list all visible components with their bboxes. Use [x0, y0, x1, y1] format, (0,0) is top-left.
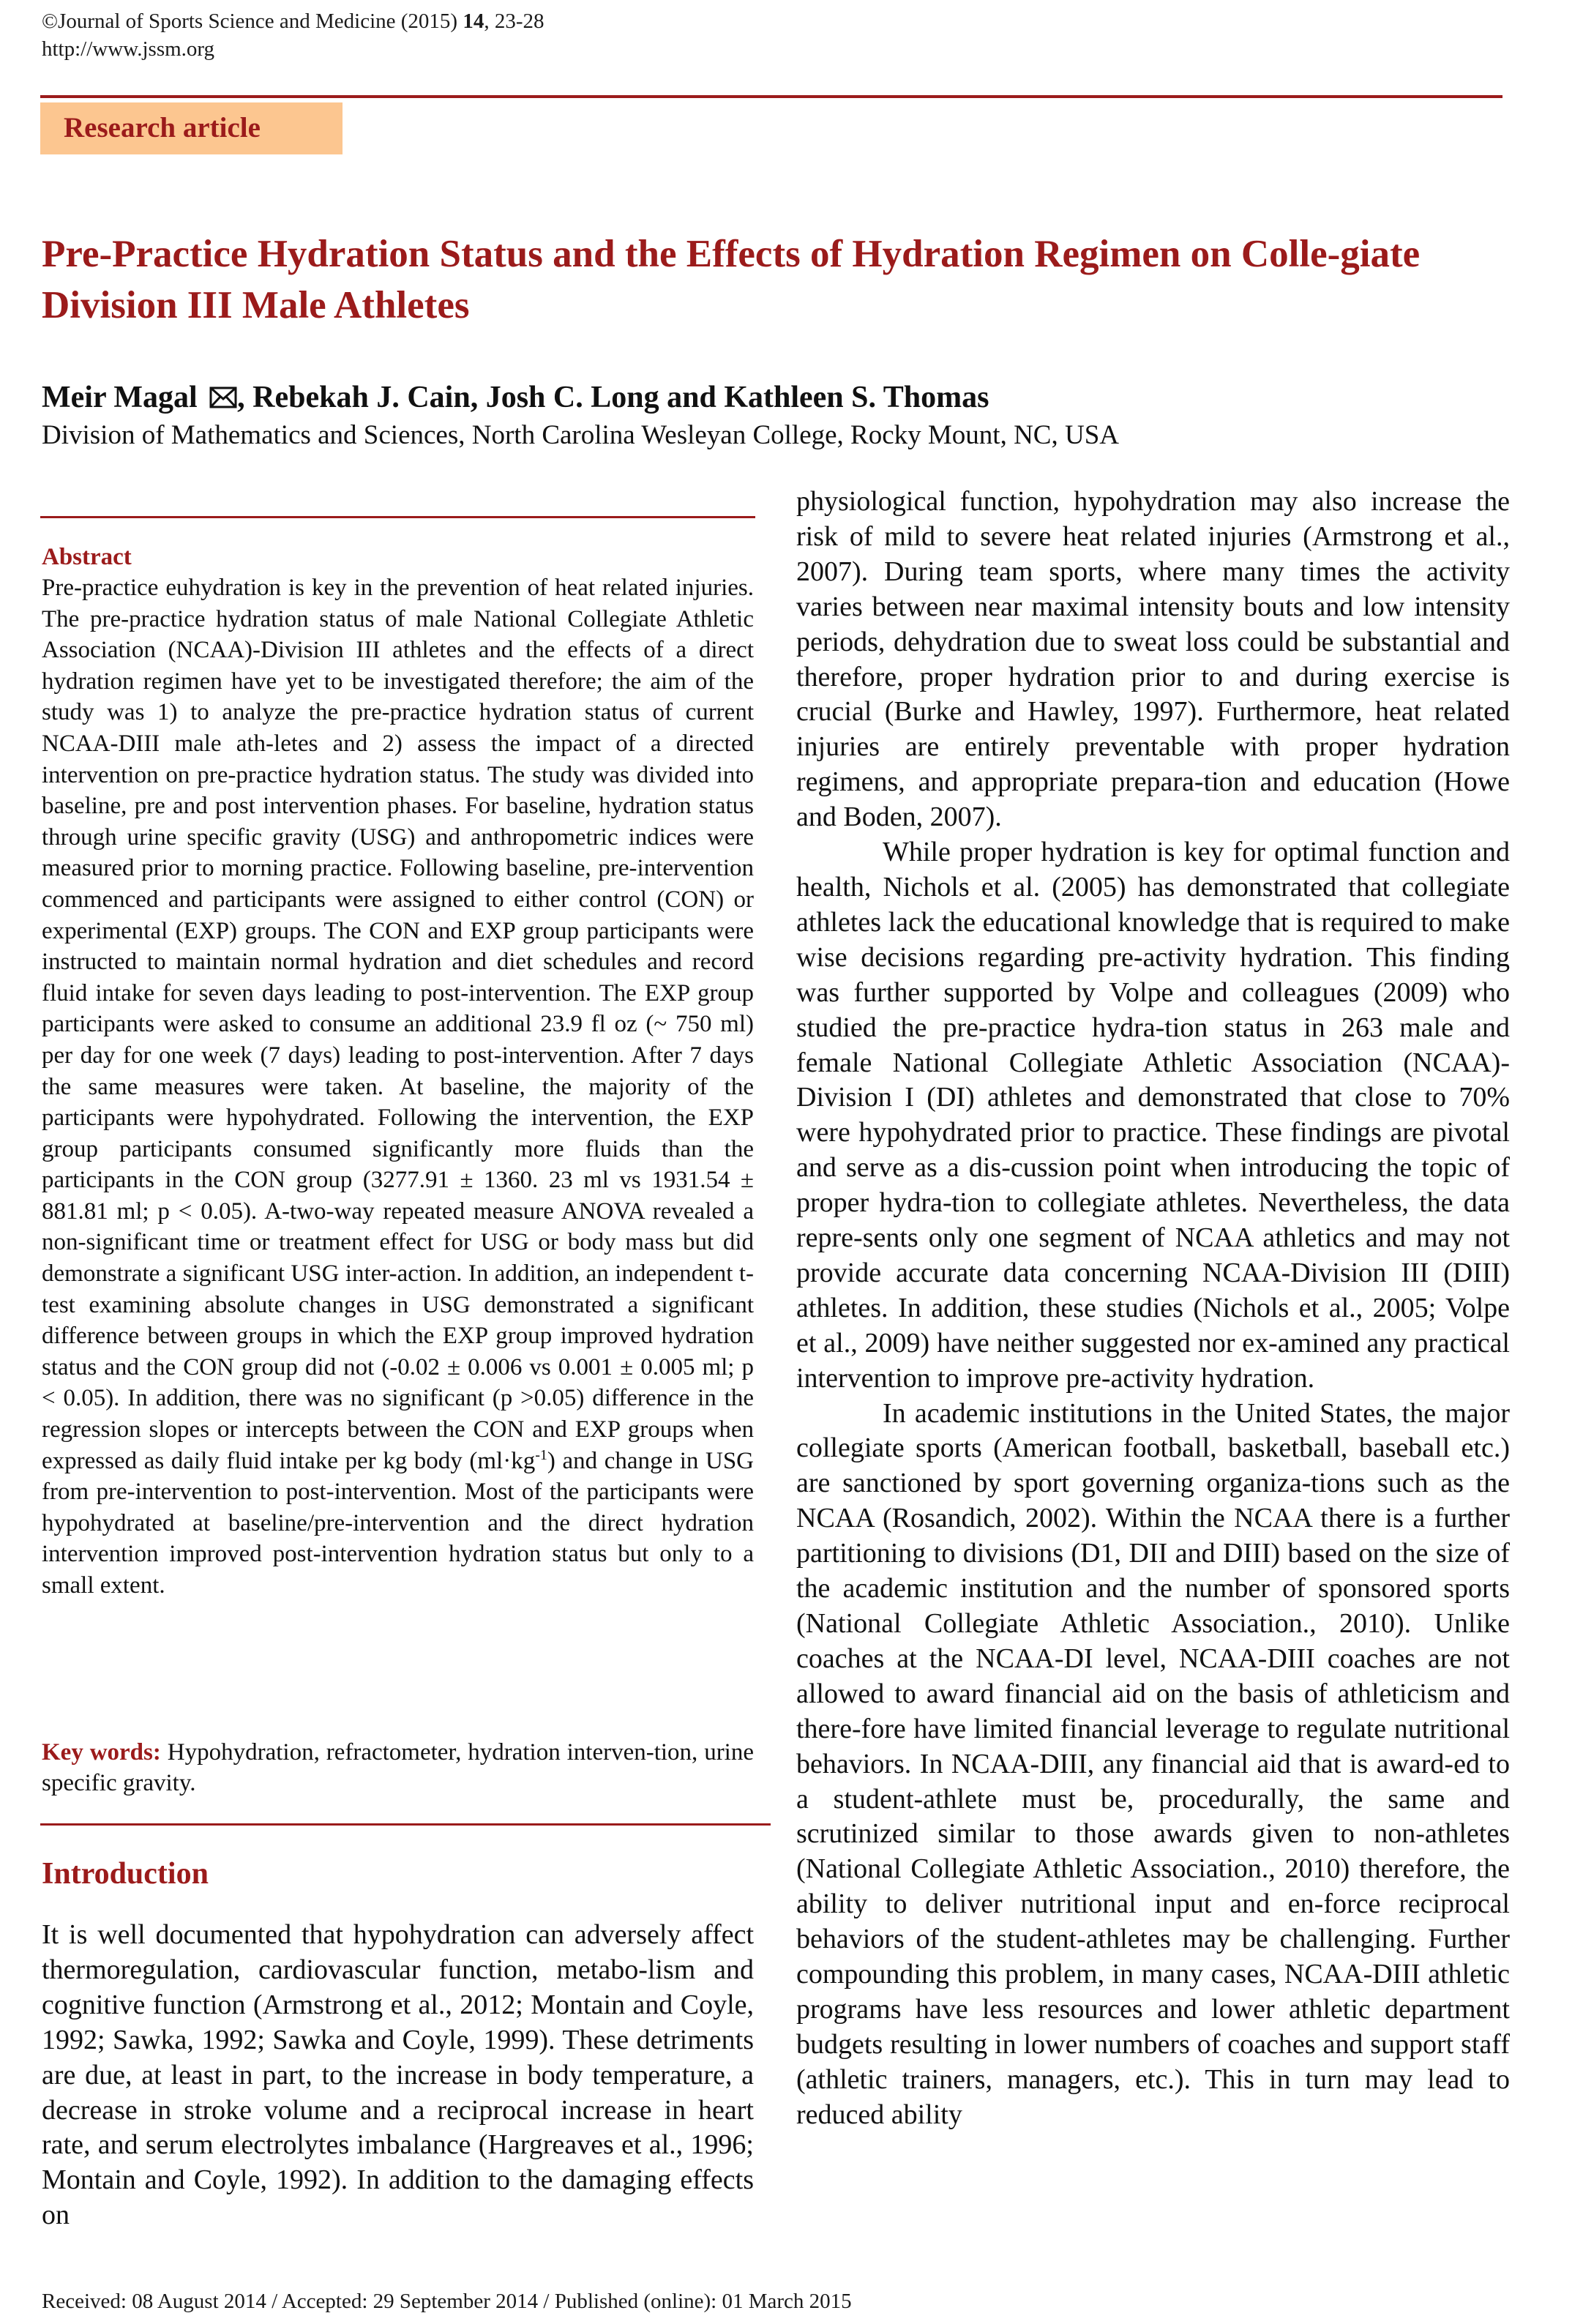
journal-name: ©Journal of Sports Science and Medicine (2015) [42, 10, 463, 33]
header-rule [40, 95, 1502, 98]
article-type-badge [40, 102, 343, 154]
introduction-paragraph-1-continued: physiological function, hypohydration may also increase the risk of mild to severe heat related injuries (Armstrong et al., 2007). During team sports, where many times the activity varies between near maximal intensity bouts and low intensity periods, dehydration due to sweat loss could be substantial and therefore, proper hydration prior to and during exercise is crucial (Burke and Hawley, 1997). Furthermore, heat related injuries are entirely preventable with proper hydration regimens, and appropriate prepara-tion and education (Howe and Boden, 2007). [796, 486, 1510, 833]
abstract-top-rule [40, 516, 755, 518]
abstract-text-1: Pre-practice euhydration is key in the prevention of heat related injuries. The pre-practice hydration status of male National Collegiate Athletic Association (NCAA)-Division III athletes and the effects of a direct hydration regimen have yet to be investigated therefore; the aim of the study was 1) to analyze the pre-practice hydration status of current NCAA-DIII male ath-letes and 2) assess the impact of a directed intervention on pre-practice hydration status. The study was divided into baseline, pre and post intervention phases. For baseline, hydration status through urine specific gravity (USG) and anthropometric indices were measured prior to morning practice. Following baseline, pre-intervention commenced and participants were assigned to either control (CON) or experimental (EXP) groups. The CON and EXP group participants were instructed to maintain normal hydration and diet schedules and record fluid intake for seven days leading to post-intervention. The EXP group participants were asked to consume an additional 23.9 fl oz (~ 750 ml) per day for one week (7 days) leading to post-intervention. After 7 days the same measures were taken. At baseline, the majority of the participants were hypohydrated. Following the intervention, the EXP group participants consumed significantly more fluids than the participants in the CON group (3277.91 ± 1360. 23 ml vs 1931.54 ± 881.81 ml; p < 0.05). A-two-way repeated measure ANOVA revealed a non-significant time or treatment effect for USG or body mass but did demonstrate a significant USG inter-action. In addition, an independent t-test examining absolute changes in USG demonstrated a significant difference between groups in which the EXP group improved hydration status and the CON group did not (-0.02 ± 0.006 vs 0.001 ± 0.005 ml; p < 0.05). In addition, there was no significant (p >0.05) difference in the regression slopes or intercepts between the CON and EXP groups when expressed as daily fluid intake per kg body (ml·kg [42, 575, 754, 1474]
introduction-paragraph-3: In academic institutions in the United States, the major collegiate sports (American football, basketball, baseball etc.) are sanctioned by sport governing organiza-tions such as the NCAA (Rosandich, 2002). Within the NCAA there is a further partitioning to divisions (D1, DII and DIII) based on the size of the academic institution and the number of sponsored sports (National Collegiate Athletic Association., 2010). Unlike coaches at the NCAA-DI level, NCAA-DIII coaches are not allowed to award financial aid on the basis of athleticism and there-fore have limited financial leverage to regulate nutritional behaviors. In NCAA-DIII, any financial aid that is award-ed to a student-athlete must be, procedurally, the same and scrutinized similar to those awards given to non-athletes (National Collegiate Athletic Association., 2010) therefore, the ability to deliver nutritional input and en-force reciprocal behaviors of the student-athletes may be challenging. Further compounding this problem, in many cases, NCAA-DIII athletic programs have less resources and lower athletic department budgets resulting in lower numbers of coaches and support staff (athletic trainers, managers, etc.). This in turn may lead to reduced ability [796, 1397, 1510, 2130]
abstract-heading: Abstract [42, 544, 132, 570]
publication-dates: Received: 08 August 2014 / Accepted: 29 September 2014 / Published (online): 01 March 2015 [42, 2290, 852, 2313]
keywords-label: Key words: [42, 1739, 161, 1766]
introduction-paragraph-2: While proper hydration is key for optimal function and health, Nichols et al. (2005) has demonstrated that collegiate athletes lack the educational knowledge that is required to make wise decisions regarding pre-activity hydration. This finding was further supported by Volpe and colleagues (2009) who studied the pre-practice hydra-tion status in 263 male and female National Collegiate Athletic Association (NCAA)-Division I (DI) athletes and demonstrated that close to 70% were hypohydrated prior to practice. These findings are pivotal and serve as a dis-cussion point when introducing the topic of proper hydra-tion to collegiate athletes. Nevertheless, the data repre-sents only one segment of NCAA athletics and may not provide accurate data concerning NCAA-Division III (DIII) athletes. In addition, these studies (Nichols et al., 2005; Volpe et al., 2009) have neither suggested nor ex-amined any practical intervention to improve pre-activity hydration. [796, 837, 1510, 1394]
keywords [42, 1737, 754, 1798]
keywords-text: Hypohydration, refractometer, hydration interven-tion, urine specific gravity. [42, 1739, 754, 1796]
introduction-heading: Introduction [42, 1857, 209, 1891]
abstract-superscript: -1 [535, 1446, 547, 1463]
abstract-bottom-rule [40, 1823, 771, 1826]
journal-pages: , 23-28 [484, 10, 544, 33]
co-authors: , Rebekah J. Cain, Josh C. Long and Kathleen S. Thomas [237, 381, 989, 414]
corresponding-author: Meir Magal [42, 381, 198, 414]
envelope-icon[interactable] [209, 386, 237, 408]
abstract-body [42, 572, 754, 1602]
journal-citation [42, 7, 544, 35]
article-title: Pre-Practice Hydration Status and the Effects of Hydration Regimen on Colle-giate Division III Male Athletes [42, 233, 1421, 326]
introduction-paragraph-1: It is well documented that hypohydration can adversely affect thermoregulation, cardiovascular function, metabo-lism and cognitive function (Armstrong et al., 2012; Montain and Coyle, 1992; Sawka, 1992; Sawka and Coyle, 1999). These detriments are due, at least in part, to the increase in body temperature, a decrease in stroke volume and a reciprocal increase in heart rate, and serum electrolytes imbalance (Hargreaves et al., 1996; Montain and Coyle, 1992). In addition to the damaging effects on [42, 1919, 754, 2231]
journal-volume: 14 [463, 10, 484, 33]
journal-url[interactable]: http://www.jssm.org [42, 37, 215, 61]
abstract-text-2: ) and change in USG from pre-intervention to post-intervention. Most of the participants were hypohydrated at baseline/pre-intervention and the direct hydration intervention improved post-intervention hydration status but only to a small extent. [42, 1447, 755, 1599]
affiliation: Division of Mathematics and Sciences, North Carolina Wesleyan College, Rocky Mount, NC, USA [42, 420, 1119, 450]
author-list [42, 378, 989, 417]
article-type-label: Research article [64, 112, 261, 143]
right-column [796, 485, 1510, 2133]
